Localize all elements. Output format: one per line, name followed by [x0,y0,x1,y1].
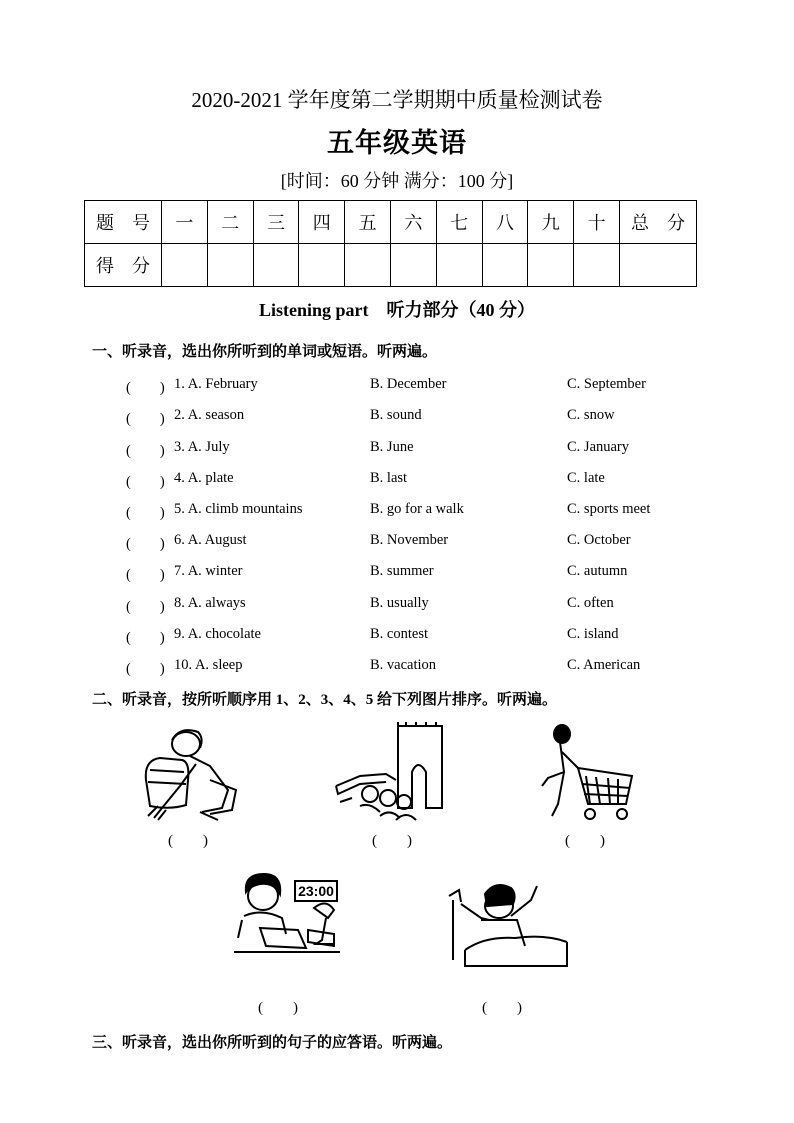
listening-heading: Listening part 听力部分（40 分） [258,300,535,320]
question-row [0,563,794,585]
option-b: B. last [370,470,408,486]
score-cell-1: 一 [162,201,208,244]
score-cell-3: 三 [253,201,299,244]
answer-blank[interactable]: ( ) [126,411,165,427]
score-input-5[interactable] [345,244,391,287]
option-c: C. sports meet [567,501,651,517]
option-a: 6. A. August [174,532,247,548]
score-input-total[interactable] [620,244,697,287]
picture-cleaning [140,720,240,825]
score-cell-total: 总 分 [620,201,697,244]
score-input-3[interactable] [253,244,299,287]
exam-subtitle: 五年级英语 [327,128,467,158]
option-b: B. December [370,376,447,392]
answer-blank[interactable]: ( ) [126,474,165,490]
question-row [0,501,794,523]
score-cell-9: 九 [528,201,574,244]
picture-shopping-cart [538,724,638,824]
score-cell-4: 四 [299,201,345,244]
score-input-4[interactable] [299,244,345,287]
question-row [0,657,794,679]
picture-waking-up [445,880,569,968]
option-a: 2. A. season [174,407,245,423]
picture-studying-late [230,868,350,968]
score-input-9[interactable] [528,244,574,287]
option-a: 1. A. February [174,376,258,392]
answer-blank[interactable]: ( ) [126,443,165,459]
score-cell-6: 六 [390,201,436,244]
option-b: B. November [370,532,449,548]
time-score-line: [时间：60 分钟 满分：100 分] [280,171,514,191]
order-blank-2[interactable]: ( ) [372,833,412,849]
option-a: 5. A. climb mountains [174,501,303,517]
option-c: C. January [567,439,630,455]
option-c: C. American [567,657,641,673]
score-input-7[interactable] [436,244,482,287]
score-cell-label: 题 号 [85,201,162,244]
question-row [0,532,794,554]
picture-great-wall [330,722,452,822]
question-row [0,626,794,648]
option-c: C. October [567,532,631,548]
question-row [0,595,794,617]
clock-display: 23:00 [294,880,338,902]
order-blank-5[interactable]: ( ) [482,1000,522,1016]
option-c: C. late [567,470,605,486]
option-a: 7. A. winter [174,563,243,579]
option-a: 9. A. chocolate [174,626,261,642]
answer-blank[interactable]: ( ) [126,567,165,583]
option-b: B. vacation [370,657,437,673]
option-a: 4. A. plate [174,470,234,486]
option-c: C. snow [567,407,615,423]
option-b: B. go for a walk [370,501,464,517]
question-row [0,439,794,461]
score-input-10[interactable] [574,244,620,287]
score-table-score-row [85,244,697,287]
option-c: C. September [567,376,646,392]
option-c: C. autumn [567,563,628,579]
section2-instruction: 二、听录音，按所听顺序用 1、2、3、4、5 给下列图片排序。听两遍。 [92,692,558,708]
order-blank-3[interactable]: ( ) [565,833,605,849]
answer-blank[interactable]: ( ) [126,505,165,521]
option-c: C. often [567,595,614,611]
score-cell-2: 二 [207,201,253,244]
score-input-1[interactable] [162,244,208,287]
question-row [0,407,794,429]
score-table [84,200,697,287]
section3-instruction: 三、听录音，选出你所听到的句子的应答语。听两遍。 [92,1035,453,1051]
score-cell-7: 七 [436,201,482,244]
option-b: B. sound [370,407,422,423]
answer-blank[interactable]: ( ) [126,599,165,615]
option-a: 10. A. sleep [174,657,243,673]
option-c: C. island [567,626,619,642]
score-cell-8: 八 [482,201,528,244]
answer-blank[interactable]: ( ) [126,661,165,677]
score-input-2[interactable] [207,244,253,287]
option-b: B. usually [370,595,429,611]
score-cell-10: 十 [574,201,620,244]
order-blank-4[interactable]: ( ) [258,1000,298,1016]
answer-blank[interactable]: ( ) [126,380,165,396]
score-row-label: 得 分 [85,244,162,287]
answer-blank[interactable]: ( ) [126,630,165,646]
section1-instruction: 一、听录音，选出你所听到的单词或短语。听两遍。 [92,344,438,360]
question-row [0,376,794,398]
score-input-8[interactable] [482,244,528,287]
score-input-6[interactable] [390,244,436,287]
score-cell-5: 五 [345,201,391,244]
option-b: B. contest [370,626,428,642]
order-blank-1[interactable]: ( ) [168,833,208,849]
option-b: B. summer [370,563,434,579]
score-table-header-row [85,201,697,244]
question-row [0,470,794,492]
option-a: 3. A. July [174,439,230,455]
exam-title: 2020-2021 学年度第二学期期中质量检测试卷 [191,88,603,112]
option-b: B. June [370,439,414,455]
answer-blank[interactable]: ( ) [126,536,165,552]
option-a: 8. A. always [174,595,246,611]
